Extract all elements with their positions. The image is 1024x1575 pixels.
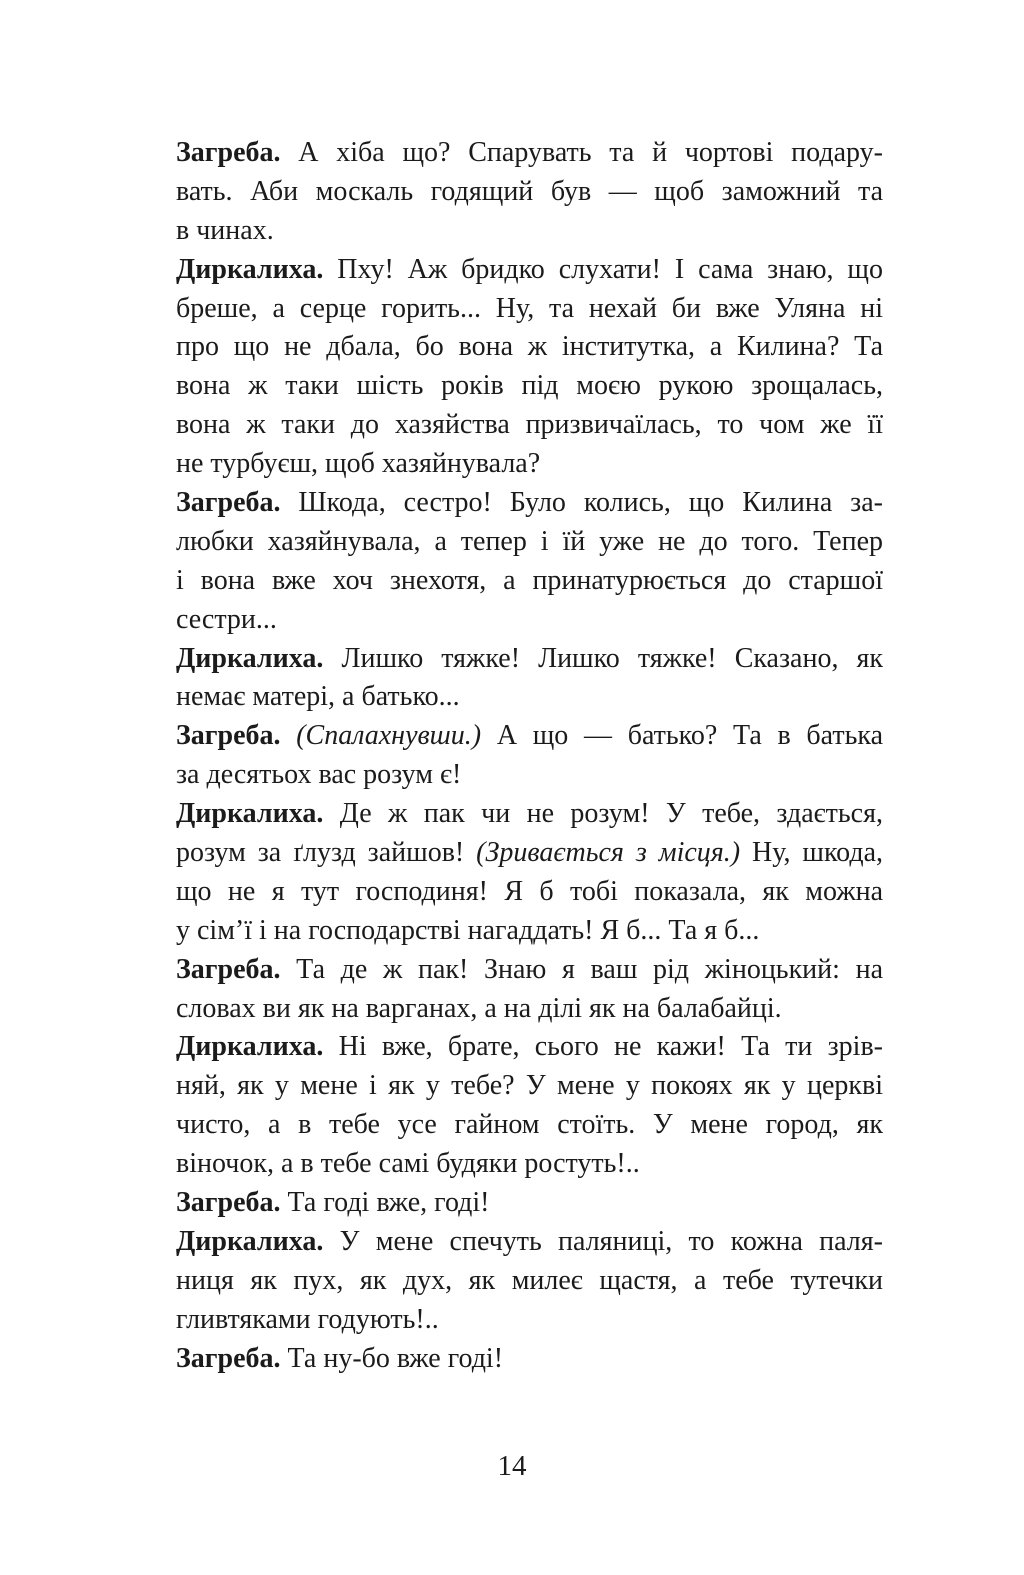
text-line: [176, 951, 883, 990]
dialogue-segment: сестри...: [176, 603, 277, 635]
dialogue-segment: Та де ж пак! Знаю я ваш рід жіноцький: на: [280, 953, 883, 985]
text-line: [176, 212, 883, 251]
text-line: [176, 523, 883, 562]
dialogue-segment: у сім’ї і на господарстві нагаддать! Я б... Та я б...: [176, 914, 760, 946]
text-line: [176, 1301, 883, 1340]
stage-direction: (Спалахнувши.): [296, 720, 482, 752]
text-line: [176, 290, 883, 329]
text-line: [176, 1184, 883, 1223]
dialogue-segment: віночок, а в тебе самі будяки ростуть!..: [176, 1148, 640, 1180]
dialogue-segment: Пху! Аж бридко слухати! І сама знаю, що: [323, 253, 883, 285]
speaker-name: Диркалиха.: [176, 642, 324, 674]
text-line: [176, 328, 883, 367]
speaker-name: Загреба.: [176, 137, 281, 168]
dialogue-segment: Ні вже, брате, сього не кажи! Та ти зрів-: [323, 1031, 883, 1063]
text-line: [176, 1106, 883, 1145]
speaker-name: Загреба.: [176, 720, 281, 752]
text-line: [176, 795, 883, 834]
dialogue-segment: А хіба що? Спарувать та й чортові подару-: [280, 137, 883, 168]
dialogue-segment: вона ж таки шість років під моєю рукою зрощалась,: [176, 370, 883, 402]
text-line: [176, 756, 883, 795]
dialogue-segment: розум за ґлузд зайшов!: [176, 837, 477, 869]
dialogue-segment: А що — батько? Та в батька: [481, 720, 883, 752]
text-line: [176, 1223, 883, 1262]
text-line: [176, 1067, 883, 1106]
dialogue-segment: ниця як пух, як дух, як милеє щастя, а тебе тутечки: [176, 1264, 883, 1296]
dialogue-segment: бреше, а серце горить... Ну, та нехай би вже Уляна ні: [176, 292, 883, 324]
speaker-name: Загреба.: [176, 487, 281, 519]
dialogue-segment: [281, 720, 297, 751]
dialogue-segment: Ну, шкода,: [740, 837, 883, 869]
dialogue-segment: словах ви як на варганах, а на ділі як на балабайці.: [176, 992, 782, 1024]
dialogue-segment: У мене спечуть паляниці, то кожна паля-: [323, 1225, 883, 1257]
text-line: [176, 717, 883, 756]
page-number: 14: [497, 1450, 527, 1482]
text-line: [176, 912, 883, 951]
speaker-name: Диркалиха.: [176, 798, 324, 830]
dialogue-segment: в чинах.: [176, 214, 274, 246]
dialogue-segment: Де ж пак чи не розум! У тебе, здається,: [323, 798, 883, 830]
text-line: [176, 562, 883, 601]
text-line: [176, 834, 883, 873]
text-line: [176, 1145, 883, 1184]
dialogue-segment: і вона вже хоч знехотя, а принатурюється до старшої: [176, 564, 883, 596]
dialogue-segment: Та ну-бо вже годі!: [280, 1342, 504, 1374]
speaker-name: Диркалиха.: [176, 253, 324, 285]
dialogue-segment: вона ж таки до хазяйства призвичаїлась, то чом же її: [176, 409, 883, 441]
dialogue-segment: за десятьох вас розум є!: [176, 759, 462, 791]
dialogue-segment: Шкода, сестро! Було колись, що Килина за-: [280, 487, 883, 519]
text-line: [176, 484, 883, 523]
text-line: [176, 173, 883, 212]
speaker-name: Диркалиха.: [176, 1225, 324, 1257]
dialogue-segment: Та годі вже, годі!: [280, 1187, 490, 1219]
text-line: [176, 367, 883, 406]
text-line: [176, 1262, 883, 1301]
text-line: [176, 445, 883, 484]
text-line: [176, 678, 883, 717]
text-line: [176, 134, 883, 173]
speaker-name: Диркалиха.: [176, 1031, 324, 1063]
dialogue-segment: вать. Аби москаль годящий був — щоб заможний та: [176, 175, 883, 207]
dialogue-segment: няй, як у мене і як у тебе? У мене у покоях як у церкві: [176, 1070, 883, 1102]
dialogue-segment: Лишко тяжке! Лишко тяжке! Сказано, як: [323, 642, 883, 674]
speaker-name: Загреба.: [176, 1342, 281, 1374]
dialogue-text: [176, 134, 883, 1379]
text-line: [176, 1340, 883, 1379]
speaker-name: Загреба.: [176, 1187, 281, 1219]
text-line: [176, 1028, 883, 1067]
stage-direction: (Зривається з місця.): [476, 837, 741, 869]
dialogue-segment: любки хазяйнувала, а тепер і їй уже не до того. Тепер: [176, 525, 883, 557]
dialogue-segment: гливтяками годують!..: [176, 1303, 439, 1335]
text-line: [176, 640, 883, 679]
text-line: [176, 251, 883, 290]
dialogue-segment: немає матері, а батько...: [176, 681, 460, 713]
dialogue-segment: не турбуєш, щоб хазяйнувала?: [176, 448, 541, 480]
dialogue-segment: чисто, а в тебе усе гайном стоїть. У мене город, як: [176, 1109, 883, 1141]
text-line: [176, 873, 883, 912]
speaker-name: Загреба.: [176, 953, 281, 985]
dialogue-segment: що не я тут господиня! Я б тобі показала, як можна: [176, 875, 883, 907]
text-line: [176, 601, 883, 640]
text-line: [176, 406, 883, 445]
dialogue-segment: про що не дбала, бо вона ж інститутка, а Килина? Та: [176, 331, 883, 363]
text-line: [176, 990, 883, 1029]
